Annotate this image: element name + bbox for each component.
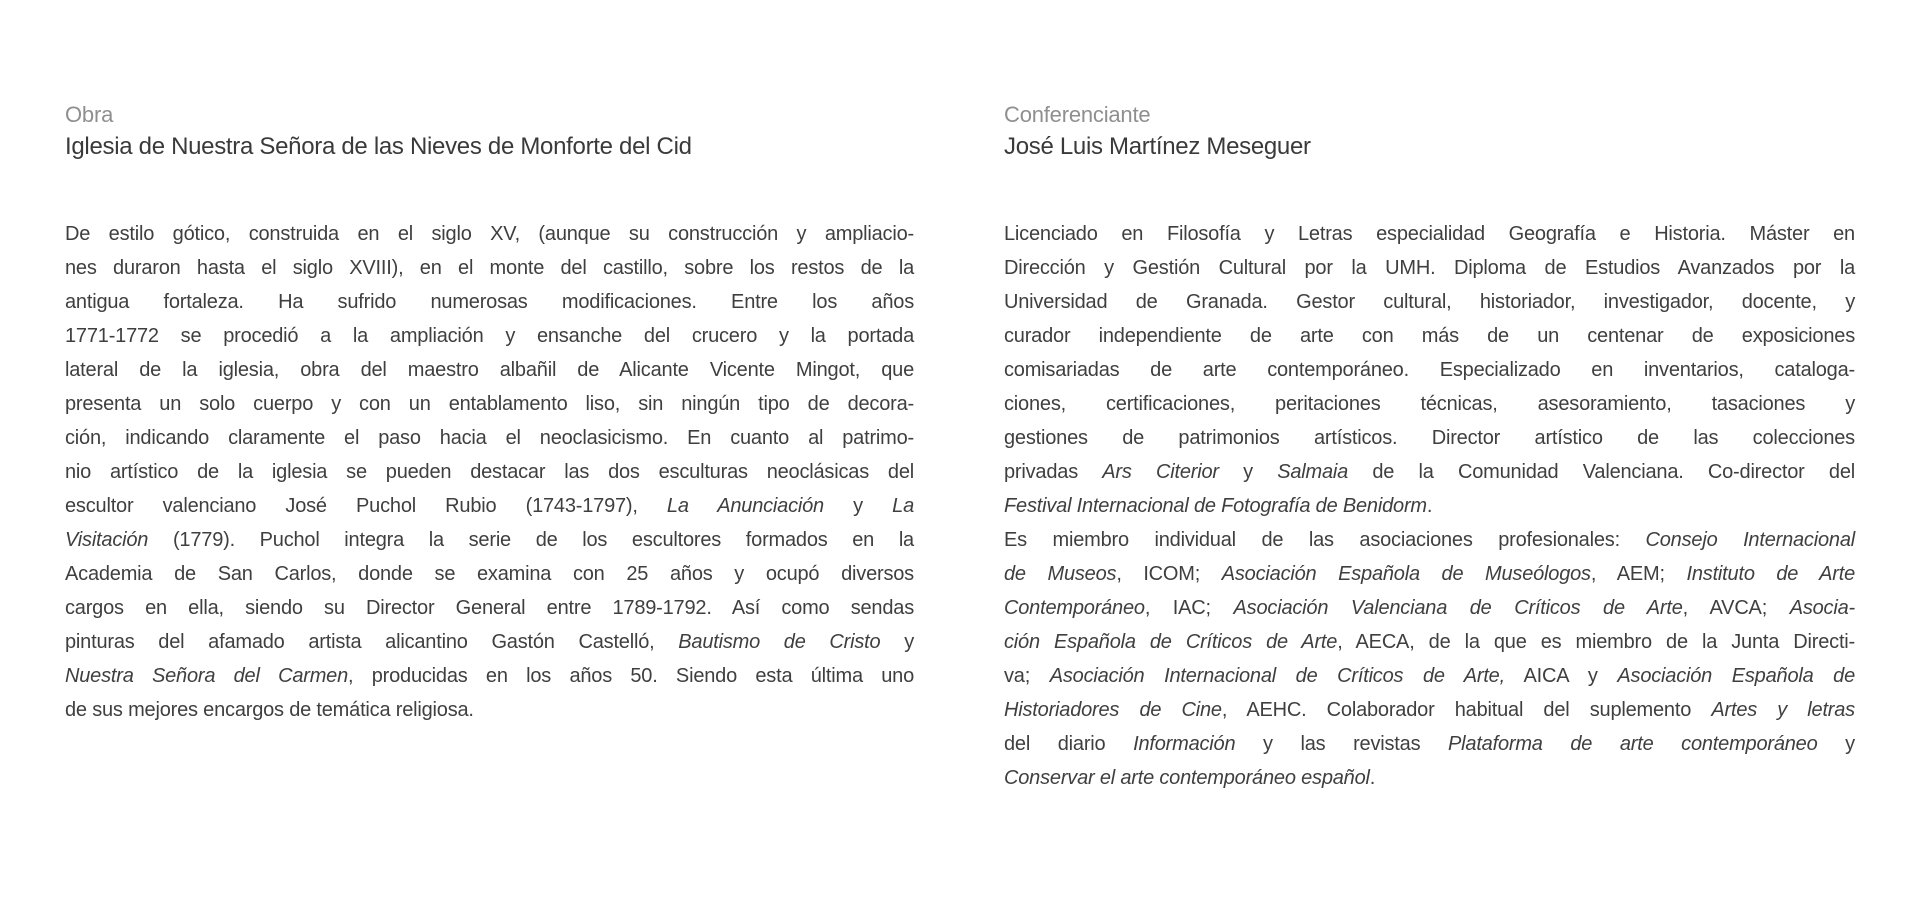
text-line: ción, indicando claramente el paso hacia el neoclasicismo. En cuanto al patrimo- [65, 427, 914, 449]
conferenciante-name: José Luis Martínez Meseguer [1004, 133, 1311, 160]
obra-body-text [65, 217, 914, 727]
text-line: ción Española de Críticos de Arte, AECA, de la que es miembro de la Junta Directi- [1004, 631, 1855, 653]
obra-section [65, 100, 914, 727]
text-line: privadas Ars Citerior y Salmaia de la Comunidad Valenciana. Co-director del [1004, 461, 1855, 483]
text-line: Festival Internacional de Fotografía de Benidorm. [1004, 495, 1433, 517]
conferenciante-bio-text [1004, 217, 1855, 795]
obra-title: Iglesia de Nuestra Señora de las Nieves de Monforte del Cid [65, 133, 692, 160]
obra-section-label: Obra [65, 102, 114, 127]
text-line: va; Asociación Internacional de Críticos de Arte, AICA y Asociación Española de [1004, 665, 1856, 687]
text-line: curador independiente de arte con más de un centenar de exposiciones [1004, 325, 1855, 347]
text-line: Nuestra Señora del Carmen, producidas en los años 50. Siendo esta última uno [65, 665, 914, 687]
text-line: pinturas del afamado artista alicantino Gastón Castelló, Bautismo de Cristo y [65, 631, 914, 653]
text-line: Conservar el arte contemporáneo español. [1004, 767, 1376, 789]
text-line: De estilo gótico, construida en el siglo XV, (aunque su construcción y ampliacio- [65, 223, 914, 245]
text-line: Es miembro individual de las asociaciones profesionales: Consejo Internacional [1004, 529, 1855, 551]
conferenciante-section [1004, 100, 1855, 795]
text-line: lateral de la iglesia, obra del maestro albañil de Alicante Vicente Mingot, que [65, 359, 914, 381]
text-line: Universidad de Granada. Gestor cultural, historiador, investigador, docente, y [1004, 291, 1855, 313]
body-paragraph [65, 217, 914, 727]
text-line: comisariadas de arte contemporáneo. Especializado en inventarios, cataloga- [1004, 359, 1855, 381]
text-line: escultor valenciano José Puchol Rubio (1743-1797), La Anunciación y La [65, 495, 915, 517]
text-line: de sus mejores encargos de temática religiosa. [65, 699, 474, 721]
text-line: de Museos, ICOM; Asociación Española de Museólogos, AEM; Instituto de Arte [1004, 563, 1855, 585]
text-line: Licenciado en Filosofía y Letras especialidad Geografía e Historia. Máster en [1004, 223, 1855, 245]
text-line: Historiadores de Cine, AEHC. Colaborador habitual del suplemento Artes y letras [1004, 699, 1855, 721]
text-line: Visitación (1779). Puchol integra la serie de los escultores formados en la [65, 529, 914, 551]
text-line: antigua fortaleza. Ha sufrido numerosas modificaciones. Entre los años [65, 291, 914, 313]
text-line: nes duraron hasta el siglo XVIII), en el monte del castillo, sobre los restos de la [65, 257, 914, 279]
conferenciante-section-label: Conferenciante [1004, 102, 1151, 127]
text-line: Contemporáneo, IAC; Asociación Valenciana de Críticos de Arte, AVCA; Asocia- [1004, 597, 1855, 619]
text-line: cargos en ella, siendo su Director General entre 1789-1792. Así como sendas [65, 597, 914, 619]
text-line: nio artístico de la iglesia se pueden destacar las dos esculturas neoclásicas del [65, 461, 914, 483]
text-line: presenta un solo cuerpo y con un entablamento liso, sin ningún tipo de decora- [65, 393, 914, 415]
text-line: Academia de San Carlos, donde se examina con 25 años y ocupó diversos [65, 563, 914, 585]
body-paragraph [1004, 523, 1855, 795]
text-line: 1771-1772 se procedió a la ampliación y ensanche del crucero y la portada [65, 325, 914, 347]
text-line: gestiones de patrimonios artísticos. Director artístico de las colecciones [1004, 427, 1855, 449]
text-line: del diario Información y las revistas Plataforma de arte contemporáneo y [1004, 733, 1855, 755]
text-line: Dirección y Gestión Cultural por la UMH. Diploma de Estudios Avanzados por la [1004, 257, 1855, 279]
body-paragraph [1004, 217, 1855, 523]
text-line: ciones, certificaciones, peritaciones técnicas, asesoramiento, tasaciones y [1004, 393, 1855, 415]
